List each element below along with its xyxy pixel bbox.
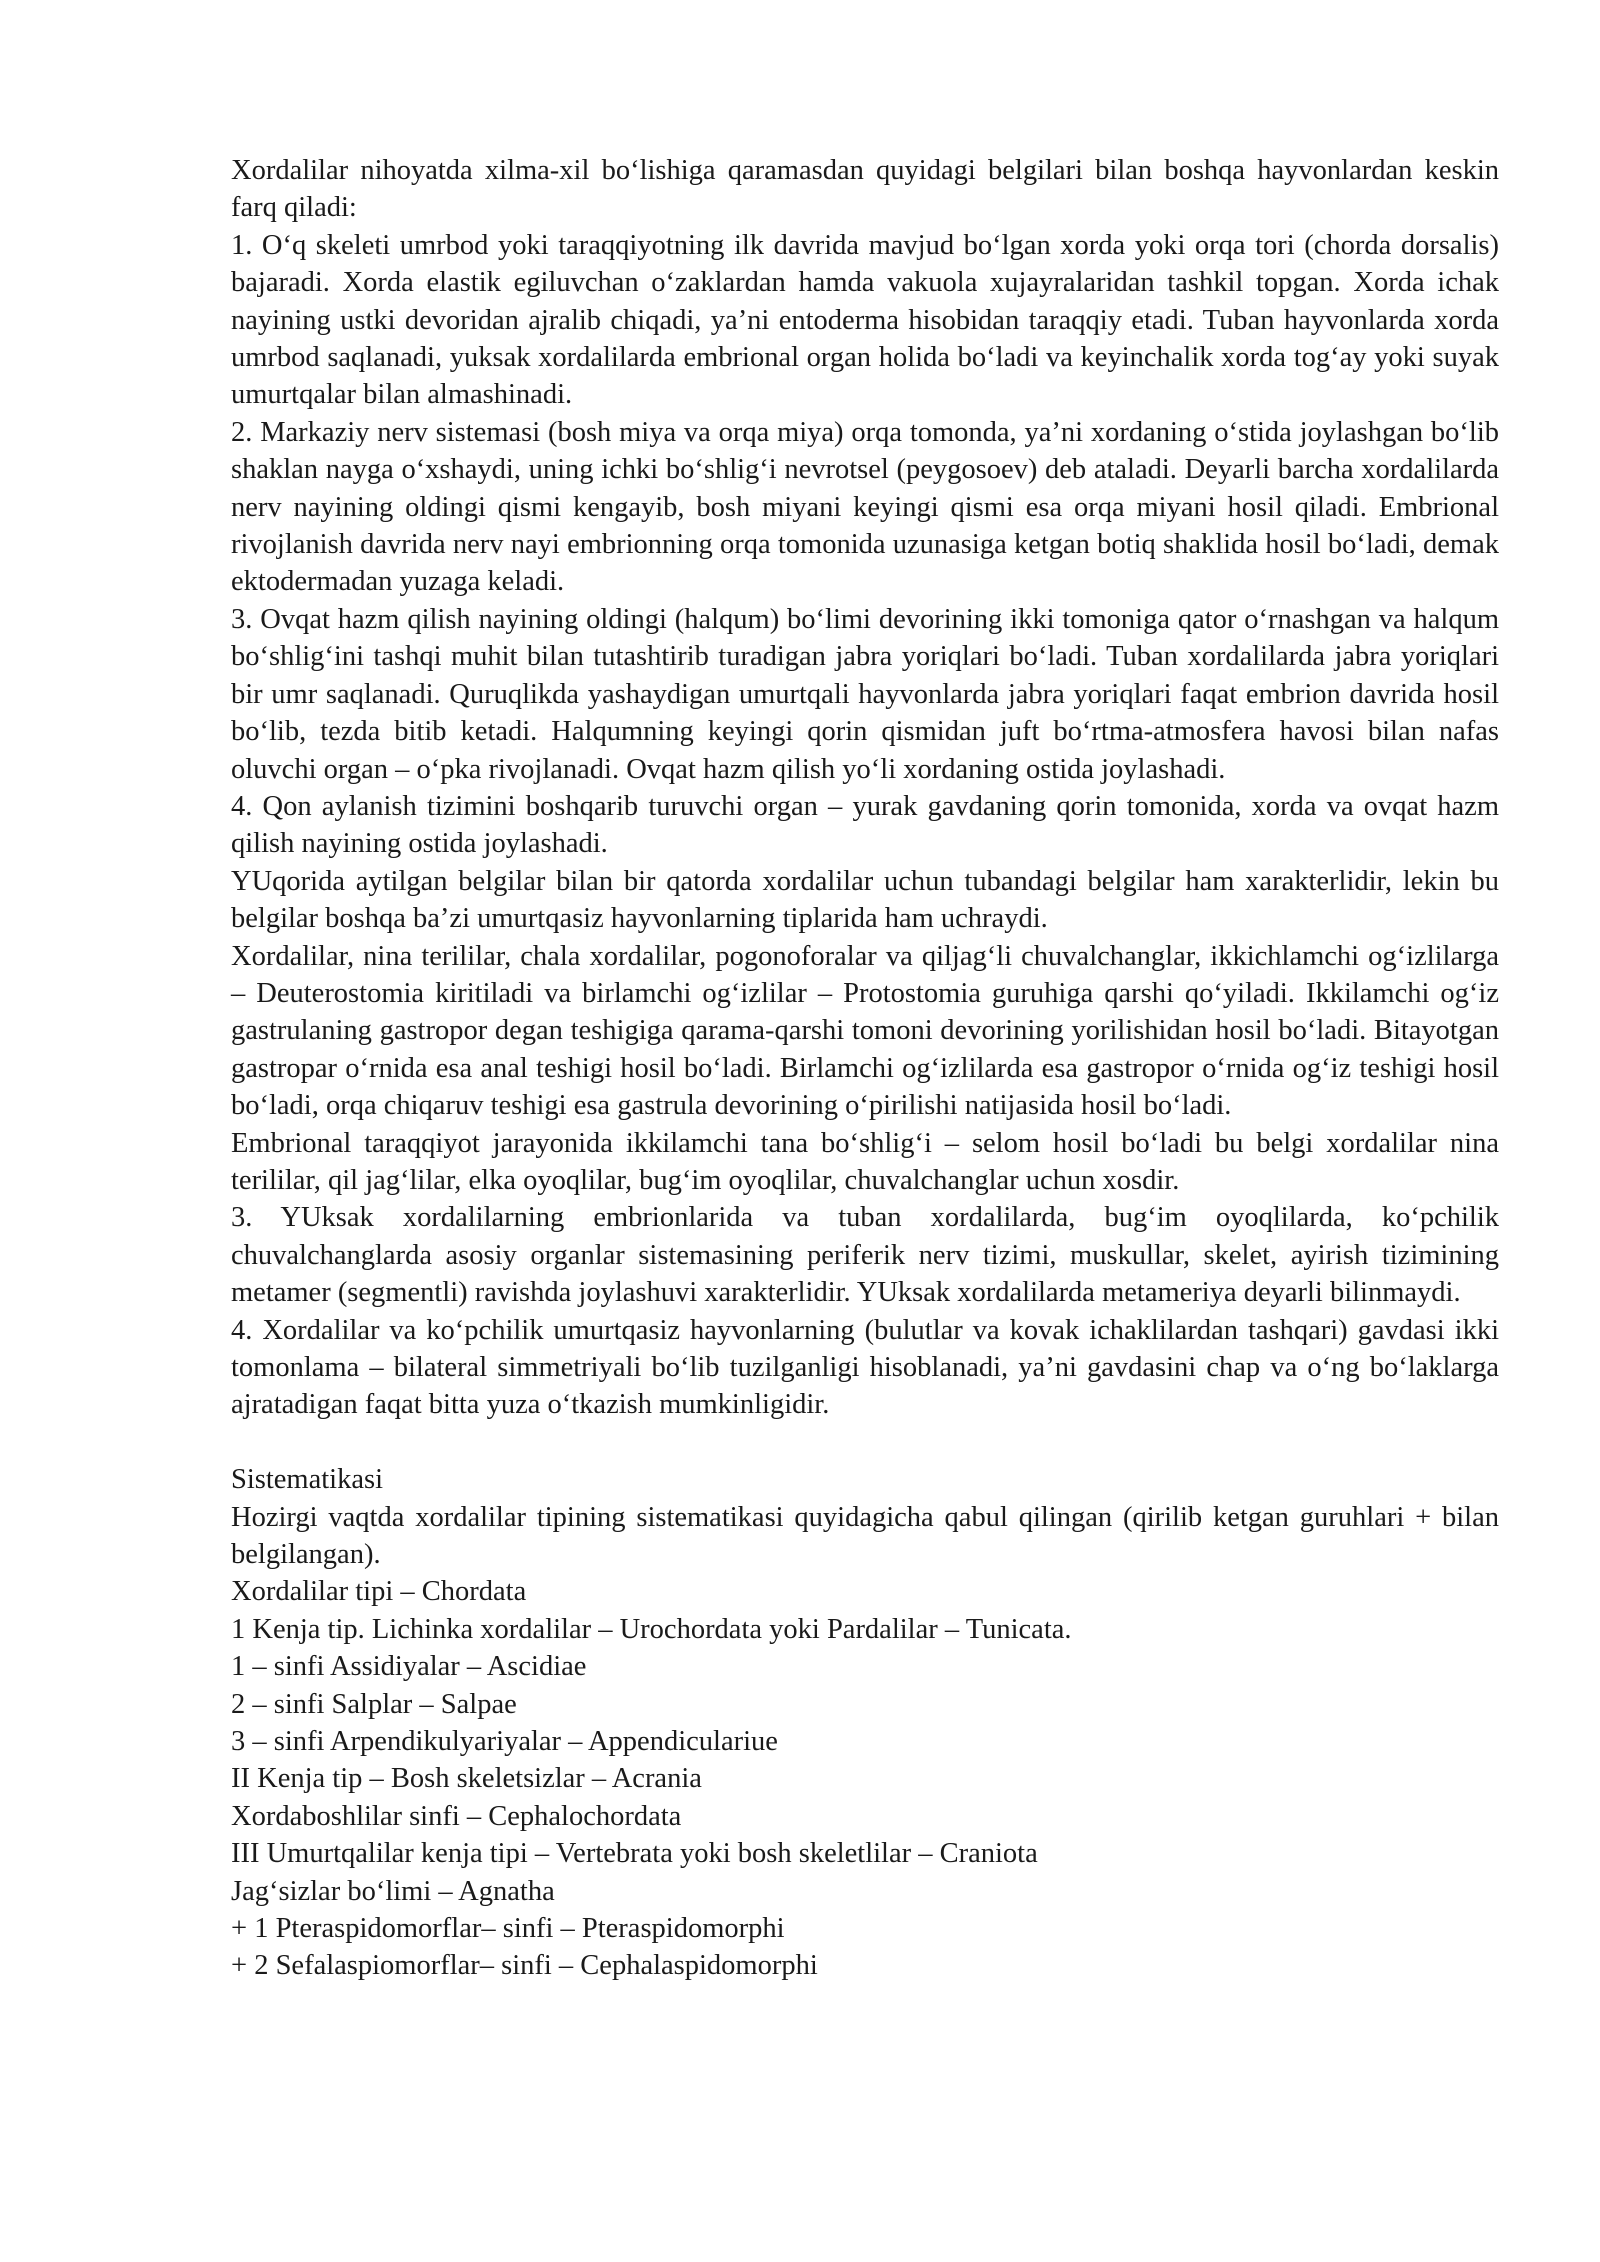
taxon-line: Xordaboshlilar sinfi – Cephalochordata bbox=[231, 1800, 682, 1832]
intro-paragraph: Xordalilar nihoyatda xilma-xil bo‘lishiga qaramasdan quyidagi belgilari bilan boshqa hayvonlardan keskin farq qiladi: bbox=[231, 155, 1499, 224]
taxon-line: Jag‘sizlar bo‘limi – Agnatha bbox=[231, 1875, 555, 1907]
section-heading: Sistematikasi bbox=[231, 1464, 383, 1496]
document-page bbox=[231, 152, 1499, 1985]
section-gap bbox=[231, 1424, 1499, 1461]
systematics-intro: Hozirgi vaqtda xordalilar tipining sistematikasi quyidagicha qabul qilingan (qirilib ketgan guruhlari + bilan belgilangan). bbox=[231, 1501, 1499, 1571]
taxon-line: 3 – sinfi Arpendikulyariyalar – Appendiculariue bbox=[231, 1726, 778, 1758]
taxon-line: III Umurtqalilar kenja tipi – Vertebrata yoki bosh skeletlilar – Craniota bbox=[231, 1838, 1038, 1870]
taxon-line: Xordalilar tipi – Chordata bbox=[231, 1576, 527, 1608]
symmetry-paragraph: 4. Xordalilar va ko‘pchilik umurtqasiz hayvonlarning (bulutlar va kovak ichaklilardan tashqari) gavdasi ikki tomonlama – bilateral simmetriyali bo‘lib tuzilganligi hisoblanadi, ya’ni gavdasini chap va o‘ng bo‘laklarga ajratadigan faqat bitta yuza o‘tkazish mumkinligidir. bbox=[231, 1314, 1499, 1421]
taxon-line: 1 – sinfi Assidiyalar – Ascidiae bbox=[231, 1651, 587, 1683]
taxon-line: + 1 Pteraspidomorflar– sinfi – Pteraspidomorphi bbox=[231, 1913, 785, 1945]
feature-3-paragraph: 3. Ovqat hazm qilish nayining oldingi (halqum) bo‘limi devorining ikki tomoniga qator o‘rnashgan va halqum bo‘shlig‘ini tashqi muhit bilan tutashtirib turadigan jabra yoriqlari bo‘ladi. Tuban xordalilarda jabra yoriqlari bir umr saqlanadi. Quruqlikda yashaydigan umurtqali hayvonlarda jabra yoriqlari faqat embrion davrida hosil bo‘lib, tezda bitib ketadi. Halqumning keyingi qorin qismidan juft bo‘rtma-atmosfera havosi bilan nafas oluvchi organ – o‘pka rivojlanadi. Ovqat hazm qilish yo‘li xordaning ostida joylashadi. bbox=[231, 603, 1499, 785]
feature-2-paragraph: 2. Markaziy nerv sistemasi (bosh miya va orqa miya) orqa tomonda, ya’ni xordaning o‘stida joylashgan bo‘lib shaklan nayga o‘xshaydi, uning ichki bo‘shlig‘i nevrotsel (peygosoev) deb ataladi. Deyarli barcha xordalilarda nerv nayining oldingi qismi kengayib, bosh miyani keyingi qismi esa orqa miyani hosil qiladi. Embrional rivojlanish davrida nerv nayi embrionning orqa tomonida uzunasiga ketgan botiq shaklida hosil bo‘ladi, demak ektodermadan yuzaga keladi. bbox=[231, 416, 1499, 598]
feature-1-paragraph: 1. O‘q skeleti umrbod yoki taraqqiyotning ilk davrida mavjud bo‘lgan xorda yoki orqa tori (chorda dorsalis) bajaradi. Xorda elastik egiluvchan o‘zaklardan hamda vakuola xujayralaridan tashkil topgan. Xorda ichak nayining ustki devoridan ajralib chiqadi, ya’ni entoderma hisobidan taraqqiy etadi. Tuban hayvonlarda xorda umrbod saqlanadi, yuksak xordalilarda embrional organ holida bo‘ladi va keyinchalik xorda tog‘ay yoki suyak umurtqalar bilan almashinadi. bbox=[231, 229, 1499, 411]
taxon-line: II Kenja tip – Bosh skeletsizlar – Acrania bbox=[231, 1763, 702, 1795]
selom-paragraph: Embrional taraqqiyot jarayonida ikkilamchi tana bo‘shlig‘i – selom hosil bo‘ladi bu belgi xordalilar nina terililar, qil jag‘lilar, elka oyoqlilar, bug‘im oyoqlilar, chuvalchanglar uchun xosdir. bbox=[231, 1127, 1499, 1196]
taxon-line: 1 Kenja tip. Lichinka xordalilar – Urochordata yoki Pardalilar – Tunicata. bbox=[231, 1613, 1072, 1645]
taxon-line: + 2 Sefalaspiomorflar– sinfi – Cephalaspidomorphi bbox=[231, 1950, 818, 1982]
taxon-line: 2 – sinfi Salplar – Salpae bbox=[231, 1688, 517, 1720]
metameria-paragraph: 3. YUksak xordalilarning embrionlarida va tuban xordalilarda, bug‘im oyoqlilarda, ko‘pchilik chuvalchanglarda asosiy organlar sistemasining periferik nerv tizimi, muskullar, skelet, ayirish tizimining metamer (segmentli) ravishda joylashuvi xarakterlidir. YUksak xordalilarda metameriya deyarli bilinmaydi. bbox=[231, 1202, 1499, 1309]
deuterostomia-paragraph: Xordalilar, nina terililar, chala xordalilar, pogonoforalar va qiljag‘li chuvalchanglar, ikkichlamchi og‘izlilarga – Deuterostomia kiritiladi va birlamchi og‘izlilar – Protostomia guruhiga qarshi qo‘yiladi. Ikkilamchi og‘iz gastrulaning gastropor degan teshigiga qarama-qarshi tomoni devorining yorilishidan hosil bo‘ladi. Bitayotgan gastropar o‘rnida esa anal teshigi hosil bo‘ladi. Birlamchi og‘izlilarda esa gastropor o‘rnida og‘iz teshigi hosil bo‘ladi, orqa chiqaruv teshigi esa gastrula devorining o‘pirilishi natijasida hosil bo‘ladi. bbox=[231, 940, 1499, 1122]
additional-features-paragraph: YUqorida aytilgan belgilar bilan bir qatorda xordalilar uchun tubandagi belgilar ham xarakterlidir, lekin bu belgilar boshqa ba’zi umurtqasiz hayvonlarning tiplarida ham uchraydi. bbox=[231, 865, 1499, 935]
feature-4-paragraph: 4. Qon aylanish tizimini boshqarib turuvchi organ – yurak gavdaning qorin tomonida, xorda va ovqat hazm qilish nayining ostida joylashadi. bbox=[231, 790, 1499, 860]
